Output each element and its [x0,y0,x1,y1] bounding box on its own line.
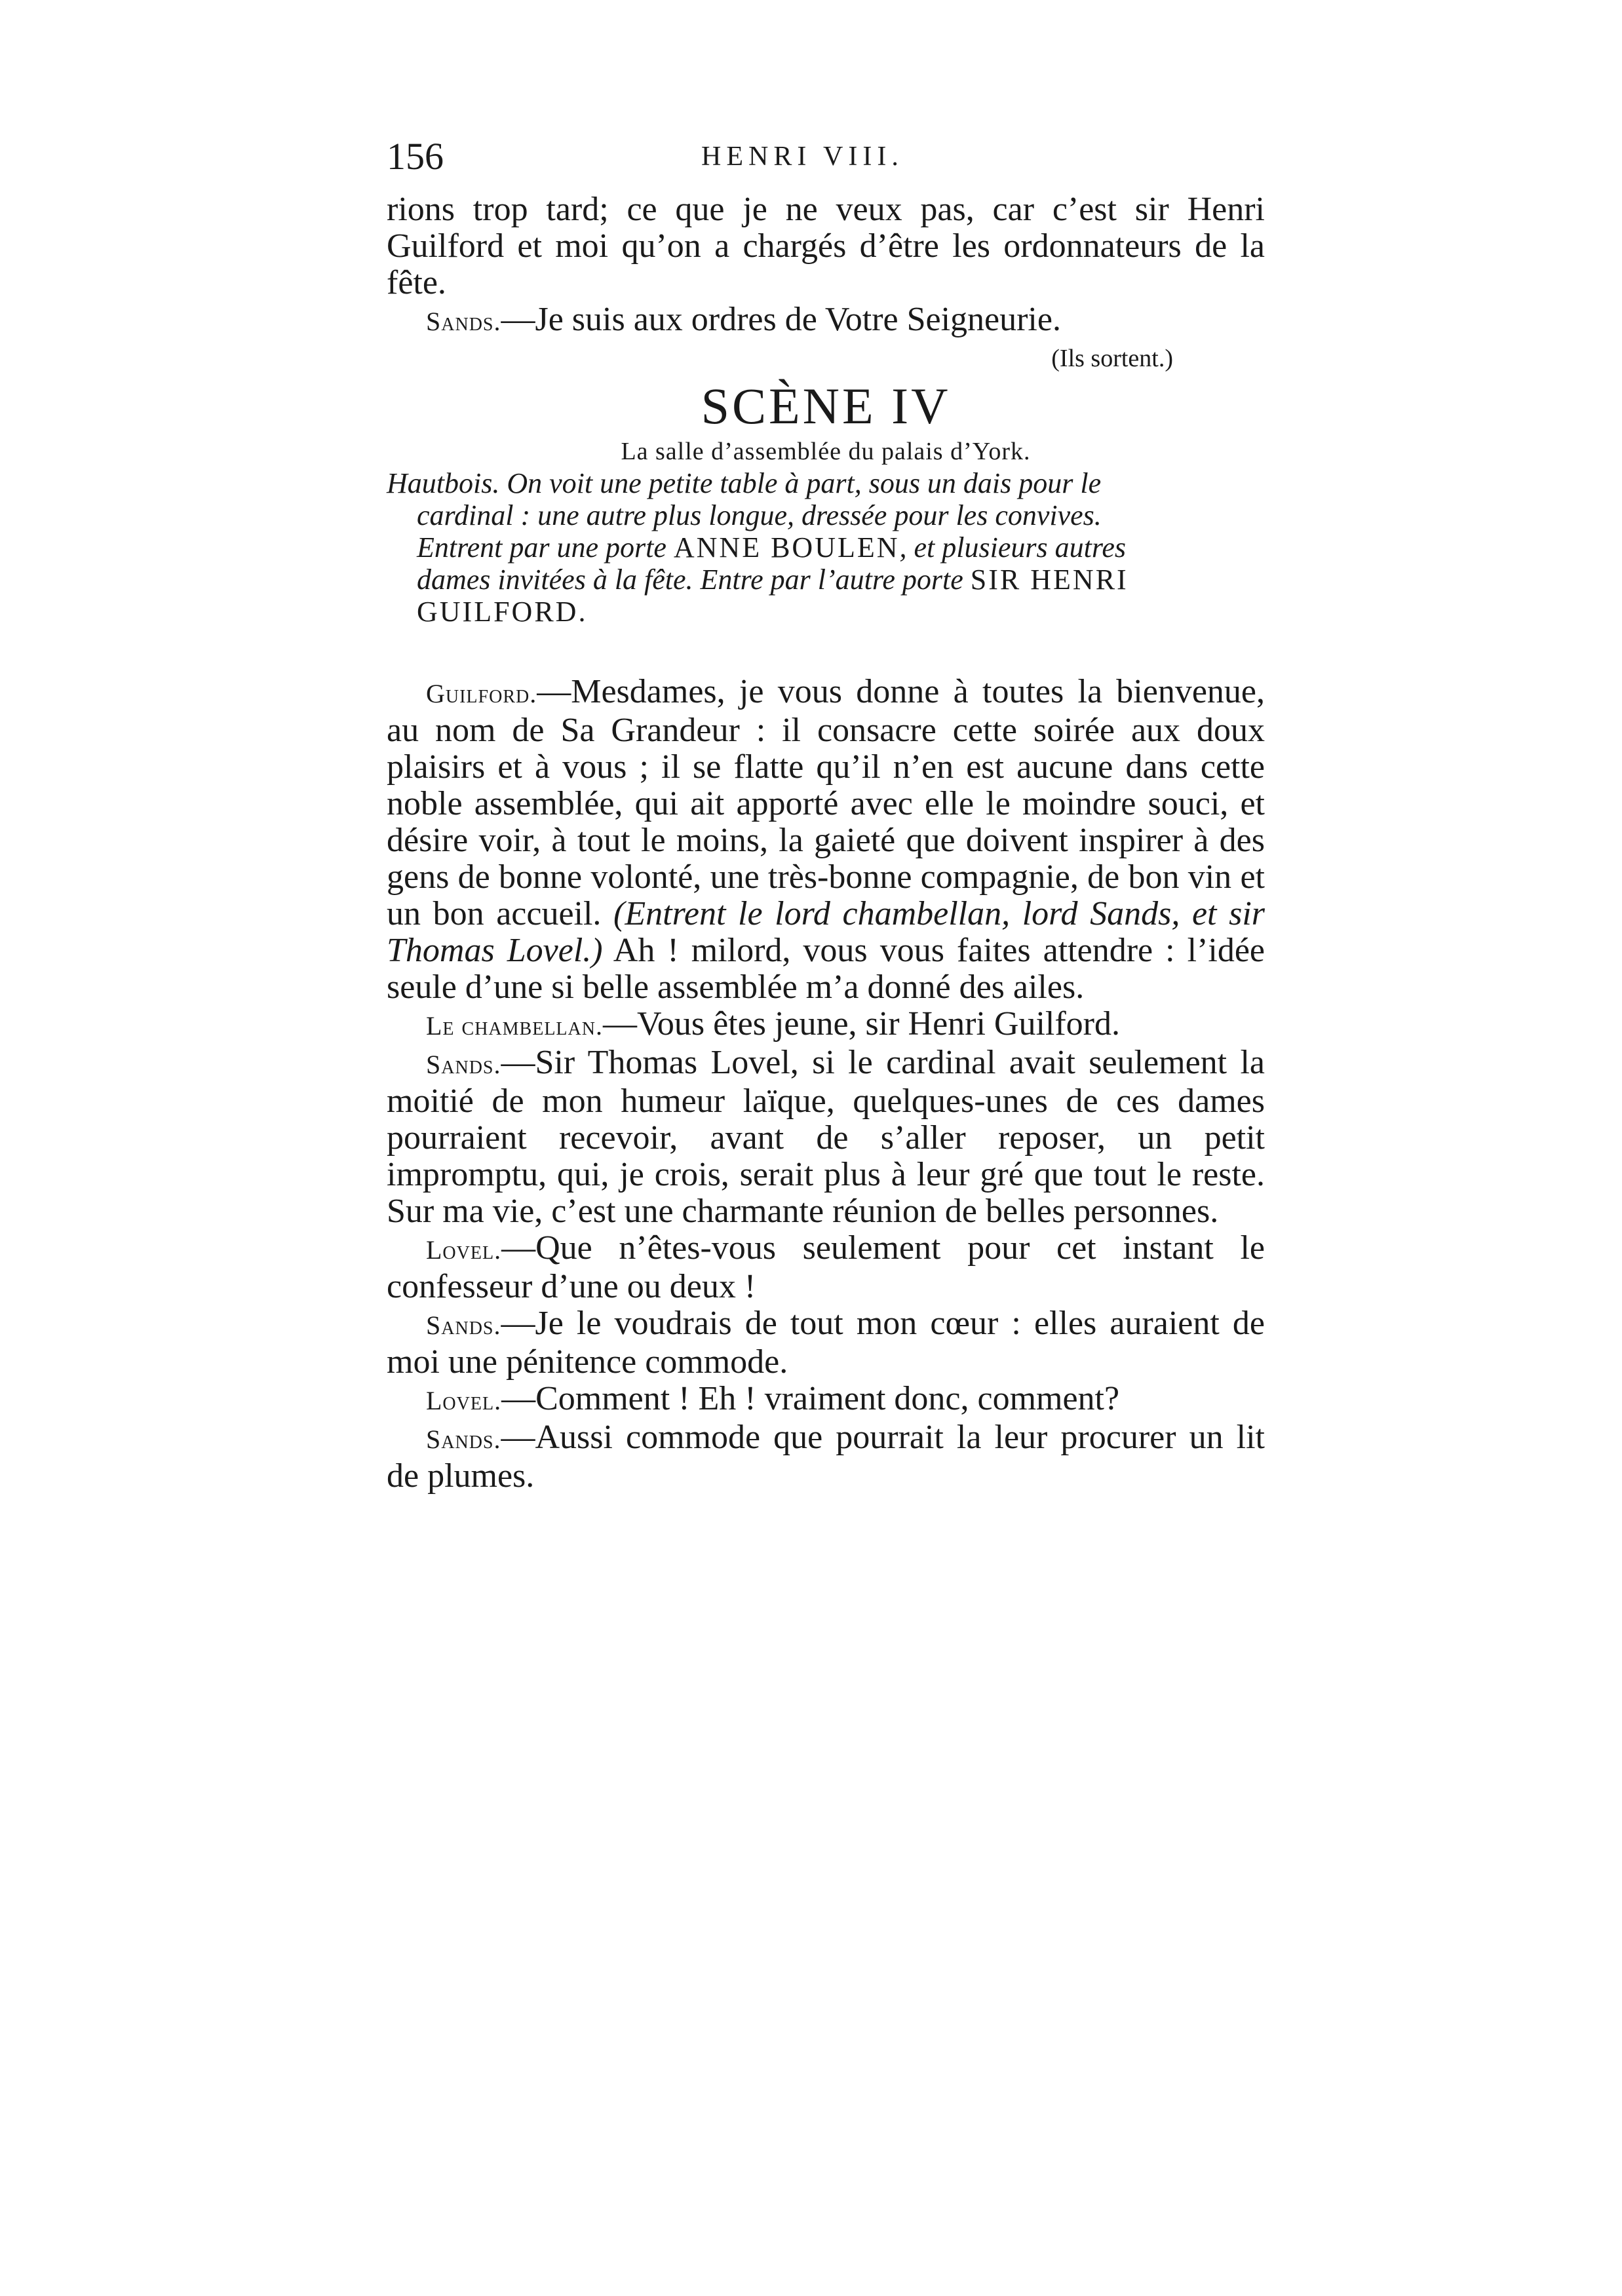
stage-directions [387,467,1265,628]
speech-chamberlain [387,1006,1265,1044]
speech-text: —Aussi commode que pourrait la leur procurer un lit de plumes. [387,1419,1265,1495]
speech-text: —Je le voudrais de tout mon cœur : elles auraient de moi une pénitence commode. [387,1305,1265,1381]
page-header [387,134,1265,180]
speech-text: —Comment ! Eh ! vraiment donc, comment? [501,1380,1120,1417]
character-sir-henri: SIR HENRI [970,564,1129,596]
speech-text: —Vous êtes jeune, sir Henri Guilford. [602,1005,1120,1043]
speaker-name: Lovel. [426,1235,502,1265]
speech-text: —Mesdames, je vous donne à toutes la bienvenue, au nom de Sa Grandeur : il consacre cette soirée aux doux plaisirs et à vous ; il se flatte qu’il n’en est aucune dans cette noble assemblée, qui ait apporté avec elle le moindre souci, et désire voir, à tout le moins, la gaieté que doivent inspirer à des gens de bonne volonté, une très-bonne compagnie, de bon vin et un bon accueil. [387,673,1265,932]
speaker-name: Guilford. [426,679,537,708]
speech-text: —Sir Thomas Lovel, si le cardinal avait seulement la moitié de mon humeur laïque, quelques-unes de ces dames pourraient recevoir, avant de s’aller reposer, un petit impromptu, qui, je crois, serait plus à leur gré que tout le reste. Sur ma vie, c’est une charmante réunion de belles personnes. [387,1044,1265,1230]
stage-line-1: Hautbois. On voit une petite table à part, sous un dais pour le [387,467,1102,499]
speaker-name: Sands. [426,1425,501,1454]
paragraph-continuation: rions trop tard; ce que je ne veux pas, car c’est sir Henri Guilford et moi qu’on a chargés d’être les ordonnateurs de la fête. [387,191,1265,301]
speech-sands-1 [387,301,1265,340]
speech-lovel-1 [387,1230,1265,1305]
stage-line-4a: dames invitées à la fête. Entre par l’autre porte [417,564,971,596]
speech-sands-2 [387,1044,1265,1230]
speaker-name: Le chambellan. [426,1011,603,1041]
speech-text: Ah ! milord, vous vous faites attendre : l’idée seule d’une si belle assemblée m’a donné des ailes. [387,932,1265,1006]
stage-line-3a: Entrent par une porte [417,531,674,564]
running-title: HENRI VIII. [701,142,904,172]
stage-line-3 [387,531,1265,564]
speaker-name: Sands. [426,1050,501,1079]
stage-line-2: cardinal : une autre plus longue, dressée pour les convives. [417,499,1102,531]
speaker-name: Lovel. [426,1386,502,1415]
speech-sands-3 [387,1305,1265,1381]
speaker-name: Sands. [426,307,501,336]
speaker-name: Sands. [426,1311,501,1340]
book-page [387,0,1265,2296]
speech-sands-4 [387,1419,1265,1495]
scene-place: La salle d’assemblée du palais d’York. [621,438,1031,465]
speech-lovel-2 [387,1381,1265,1419]
stage-direction-inline: (Entrent le lord chambellan, lord Sands, et sir Thomas Lovel.) [387,895,1265,969]
speech-guilford [387,674,1265,1006]
scene-title: SCÈNE IV [701,377,951,434]
stage-line-4 [387,564,1265,596]
page-number: 156 [387,135,444,178]
speech-text: —Je suis aux ordres de Votre Seigneurie. [501,301,1061,338]
character-anne-boulen: ANNE BOULEN [673,531,900,564]
page-body [387,191,1265,1495]
stage-line-5: GUILFORD. [417,596,588,628]
speech-text: —Que n’êtes-vous seulement pour cet instant le confesseur d’une ou deux ! [387,1229,1265,1305]
stage-line-3c: , et plusieurs autres [899,531,1126,564]
exit-direction: (Ils sortent.) [1051,345,1173,372]
